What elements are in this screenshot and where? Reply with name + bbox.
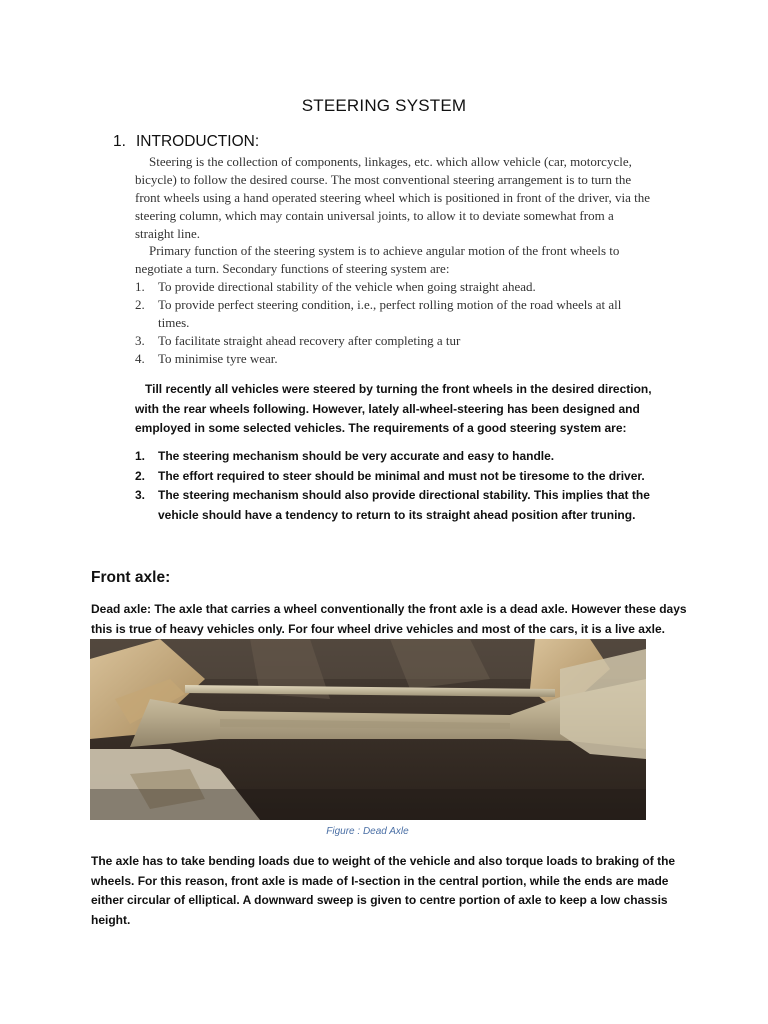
axle-paragraph: The axle has to take bending loads due to weight of the vehicle and also torque loads to braking of the wheels. For this reason, front axle is made of I-section in the central portion, while the ends are made either circular of elliptical. A downward sweep is given to centre portion of axle to keep a low chassis height. (91, 854, 676, 927)
list-item (135, 296, 655, 332)
list-text: The steering mechanism should be very accurate and easy to handle. (158, 449, 555, 463)
figure-caption: Figure : Dead Axle (326, 826, 409, 837)
list-text: To minimise tyre wear. (158, 351, 278, 366)
list-text: To facilitate straight ahead recovery after completing a tur (158, 333, 461, 348)
requirements-paragraph-text: Till recently all vehicles were steered by turning the front wheels in the desired direction, with the rear wheels following. However, lately all-wheel-steering has been designed and employed in some selected vehicles. The requirements of a good steering system are: (135, 382, 652, 435)
heading-number: 1. (113, 133, 126, 150)
list-item (135, 350, 655, 368)
list-item (135, 278, 655, 296)
list-item (135, 332, 655, 350)
list-text: To provide perfect steering condition, i.e., perfect rolling motion of the road wheels at all times. (158, 297, 622, 330)
intro-paragraph-text: Steering is the collection of components, linkages, etc. which allow vehicle (car, motorcycle, bicycle) to follow the desired course. The most conventional steering arrangement is to turn the front wheels using a hand operated steering wheel which is positioned in front of the driver, via the steering column, which may contain universal joints, to allow it to deviate somewhat from a straight line. (135, 154, 651, 241)
intro-paragraph (135, 153, 655, 243)
primary-function-text: Primary function of the steering system is to achieve angular motion of the front wheels to negotiate a turn. Secondary functions of steering system are: (135, 243, 620, 276)
introduction-heading (113, 133, 259, 151)
list-number: 2. (135, 297, 145, 312)
list-text: To provide directional stability of the vehicle when going straight ahead. (158, 279, 536, 294)
list-number: 1. (135, 449, 146, 463)
list-text: The steering mechanism should also provide directional stability. This implies that the vehicle should have a tendency to return to its straight ahead position after truning. (158, 488, 650, 522)
list-number: 1. (135, 279, 145, 294)
dead-axle-photo (90, 639, 646, 820)
list-number: 3. (135, 488, 146, 502)
dead-axle-paragraph: Dead axle: The axle that carries a wheel conventionally the front axle is a dead axle. However these days this is true of heavy vehicles only. For four wheel drive vehicles and most of the cars, it is a live axle. (91, 602, 687, 636)
list-number: 3. (135, 333, 145, 348)
list-number: 4. (135, 351, 145, 366)
list-text: The effort required to steer should be minimal and must not be tiresome to the driver. (158, 468, 645, 483)
front-axle-heading: Front axle: (91, 569, 171, 586)
requirements-list (135, 447, 665, 525)
list-item (135, 447, 665, 467)
list-item (135, 486, 665, 525)
list-number: 2. (135, 468, 146, 483)
heading-text: INTRODUCTION: (136, 133, 260, 150)
document-title: STEERING SYSTEM (301, 96, 467, 115)
primary-function-paragraph (135, 242, 655, 278)
requirements-paragraph (135, 380, 675, 439)
list-item (135, 467, 665, 487)
secondary-functions-list (135, 278, 655, 368)
